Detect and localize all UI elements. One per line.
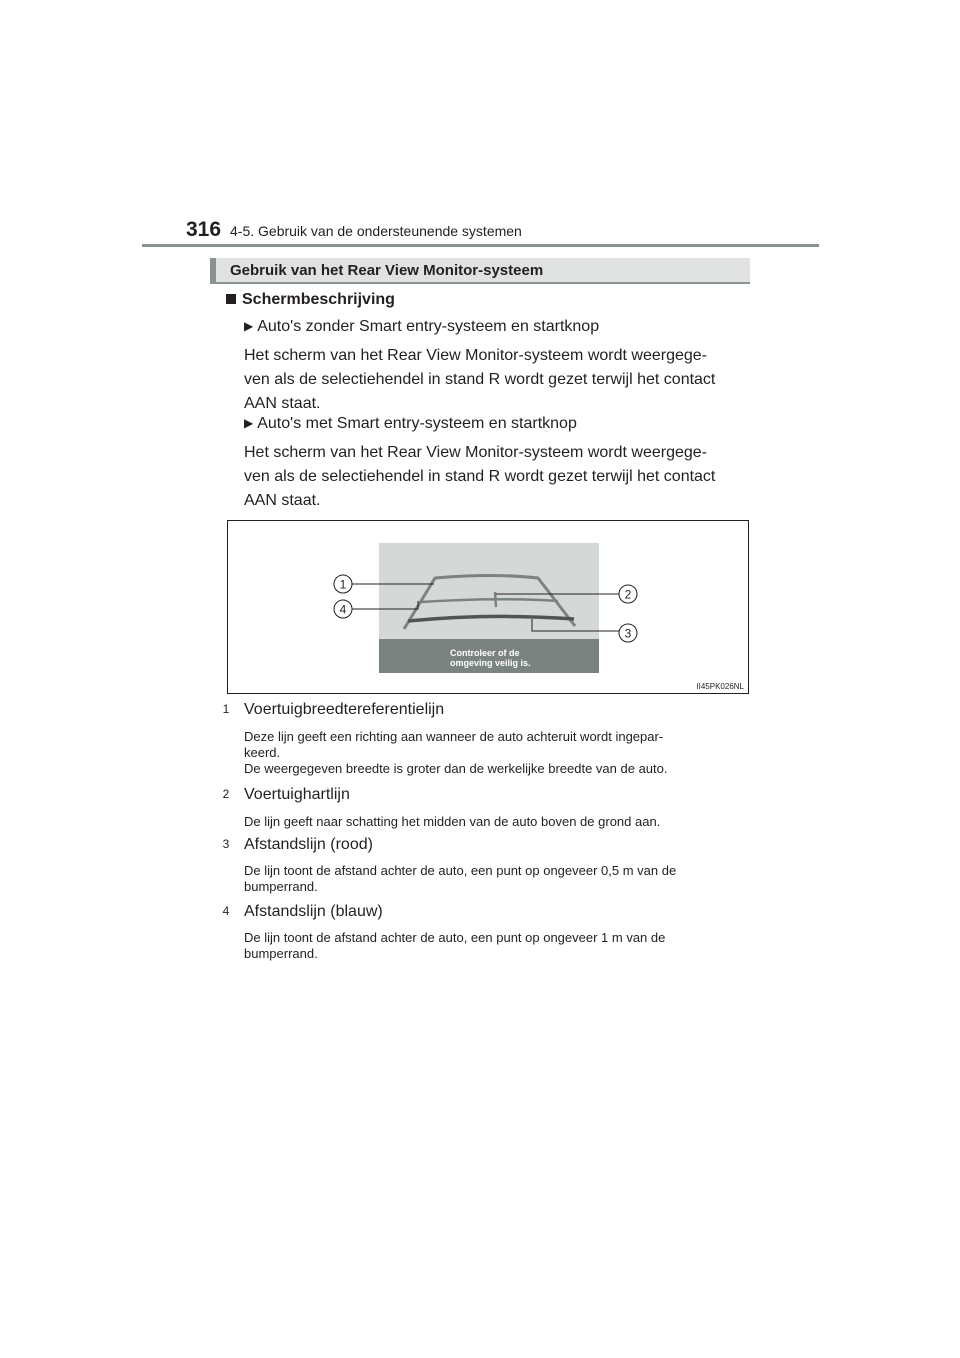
page-number: 316 xyxy=(186,218,222,241)
screen-safety-message xyxy=(450,648,531,668)
callout-4 xyxy=(334,600,352,618)
description-line: Deze lijn geeft een richting aan wanneer de auto achteruit wordt ingepar- xyxy=(244,729,664,744)
description-line: De weergegeven breedte is groter dan de werkelijke breedte van de auto. xyxy=(244,761,668,776)
item-number-box: 1 xyxy=(222,702,230,716)
item-number-box: 4 xyxy=(222,904,230,918)
item-title: Voertuigbreedtereferentielijn xyxy=(244,701,445,718)
chapter-title: 4-5. Gebruik van de ondersteunende systemen xyxy=(230,223,522,239)
case-bullet xyxy=(244,415,577,433)
description-line: bumperrand. xyxy=(244,946,318,961)
case-paragraph xyxy=(244,344,744,416)
vehicle-center-line xyxy=(495,592,496,607)
case-bullet-text: Auto's met Smart entry-systeem en startknop xyxy=(257,415,577,432)
subheading-text: Schermbeschrijving xyxy=(242,291,395,308)
callout-3 xyxy=(619,624,637,642)
item-number-box: 2 xyxy=(222,787,230,801)
description-line: De lijn geeft naar schatting het midden van de auto boven de grond aan. xyxy=(244,814,661,829)
item-number-box: 3 xyxy=(222,837,230,851)
item-title: Afstandslijn (blauw) xyxy=(244,903,383,920)
item-description xyxy=(244,814,744,830)
paragraph-line: ven als de selectiehendel in stand R wordt gezet terwijl het contact xyxy=(244,371,716,388)
callout-1 xyxy=(334,575,352,593)
subheading-screen-description xyxy=(226,291,395,309)
callout-label: 3 xyxy=(624,626,632,641)
paragraph-line: Het scherm van het Rear View Monitor-systeem wordt weergege- xyxy=(244,347,707,364)
item-description xyxy=(244,863,744,895)
description-line: De lijn toont de afstand achter de auto, een punt op ongeveer 0,5 m van de xyxy=(244,863,677,878)
description-line: keerd. xyxy=(244,745,281,760)
triangle-bullet-icon: ▶ xyxy=(244,319,254,333)
item-title: Afstandslijn (rood) xyxy=(244,836,373,853)
paragraph-line: AAN staat. xyxy=(244,492,321,509)
callout-label: 4 xyxy=(339,602,347,617)
screen-message-line: omgeving veilig is. xyxy=(450,658,531,668)
item-title: Voertuighartlijn xyxy=(244,786,350,803)
item-description xyxy=(244,930,744,962)
case-bullet xyxy=(244,318,599,336)
section-title-bar xyxy=(210,258,750,284)
section-title: Gebruik van het Rear View Monitor-systeem xyxy=(230,262,544,279)
callout-label: 1 xyxy=(339,577,347,592)
square-bullet-icon xyxy=(226,294,236,304)
paragraph-line: ven als de selectiehendel in stand R wordt gezet terwijl het contact xyxy=(244,468,716,485)
screen-message-line: Controleer of de xyxy=(450,648,520,658)
description-line: bumperrand. xyxy=(244,879,318,894)
figure-code: II45PK026NL xyxy=(696,682,744,691)
case-bullet-text: Auto's zonder Smart entry-systeem en startknop xyxy=(257,318,600,335)
rear-view-monitor-figure xyxy=(227,520,749,694)
triangle-bullet-icon: ▶ xyxy=(244,416,254,430)
paragraph-line: AAN staat. xyxy=(244,395,321,412)
callout-2 xyxy=(619,585,637,603)
callout-label: 2 xyxy=(624,587,632,602)
case-paragraph xyxy=(244,441,744,513)
paragraph-line: Het scherm van het Rear View Monitor-systeem wordt weergege- xyxy=(244,444,707,461)
description-line: De lijn toont de afstand achter de auto, een punt op ongeveer 1 m van de xyxy=(244,930,666,945)
item-description xyxy=(244,729,744,777)
header-divider xyxy=(142,244,819,247)
